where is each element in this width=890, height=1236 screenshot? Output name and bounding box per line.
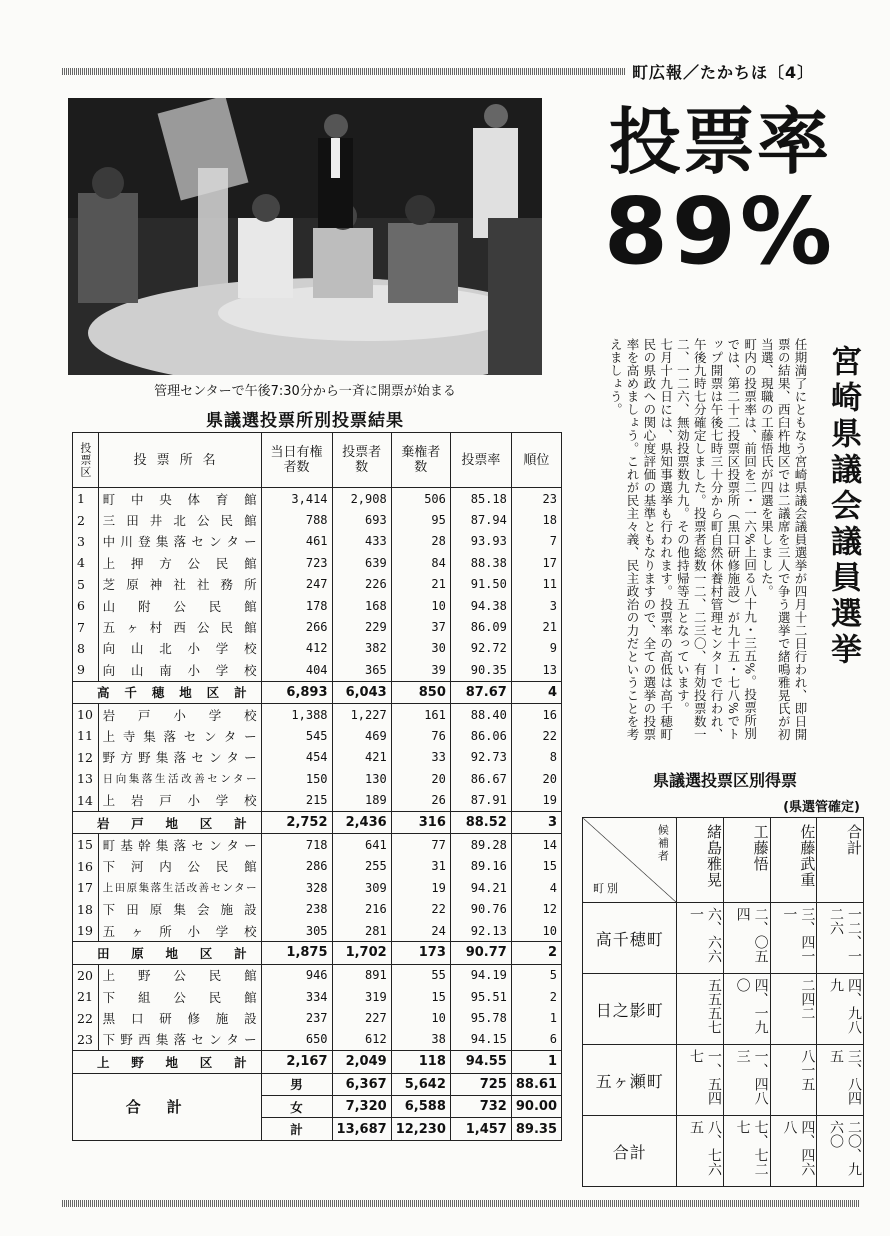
cell-votes: 365 (332, 659, 391, 681)
candidate-header: 緒島雅晃 (677, 818, 724, 903)
vote-value: 一、四八三 (724, 1045, 771, 1116)
cell-voters: 404 (261, 659, 332, 681)
photo-illustration (68, 98, 542, 375)
table-row (73, 856, 562, 877)
headline (585, 100, 855, 285)
cell-voters: 454 (261, 747, 332, 768)
cell-abstain: 10 (391, 595, 450, 616)
total-sex: 計 (261, 1118, 332, 1140)
area-name: 五ヶ瀬町 (583, 1045, 677, 1116)
cell-abstain: 15 (391, 986, 450, 1007)
subtotal-abstain: 850 (391, 681, 450, 703)
cell-voters: 650 (261, 1029, 332, 1051)
cell-no: 4 (73, 552, 99, 573)
cell-abstain: 506 (391, 488, 450, 510)
cell-rate: 88.40 (450, 703, 511, 725)
subtotal-row (73, 811, 562, 833)
vote-value: 八一五 (770, 1045, 817, 1116)
cell-abstain: 33 (391, 747, 450, 768)
cell-voters: 328 (261, 877, 332, 898)
col-header-voters: 当日有権者数 (261, 433, 332, 488)
subtotal-rate: 90.77 (450, 942, 511, 964)
table-row (73, 659, 562, 681)
cell-rank: 9 (511, 638, 561, 659)
cell-votes: 693 (332, 509, 391, 530)
vote-value: 二四二 (770, 974, 817, 1045)
cell-votes: 891 (332, 964, 391, 986)
total-voters: 13,687 (332, 1118, 391, 1140)
cell-rank: 3 (511, 595, 561, 616)
cell-name: 三田井北公民館 (98, 509, 261, 530)
table-row (73, 789, 562, 811)
col-header-name: 投票所名 (98, 433, 261, 488)
cell-no: 20 (73, 964, 99, 986)
cell-rate: 87.91 (450, 789, 511, 811)
subtotal-votes: 6,043 (332, 681, 391, 703)
cell-name: 上野公民館 (98, 964, 261, 986)
subtotal-row (73, 942, 562, 964)
cell-name: 上寺集落センター (98, 725, 261, 746)
subtotal-votes: 1,702 (332, 942, 391, 964)
col-header-no: 投票区 (73, 433, 99, 488)
cell-votes: 255 (332, 856, 391, 877)
vote-value: 一、五四七 (677, 1045, 724, 1116)
cell-rank: 22 (511, 725, 561, 746)
cell-rank: 8 (511, 747, 561, 768)
vote-value: 六、六六一 (677, 903, 724, 974)
cell-name: 下田原集会施設 (98, 898, 261, 919)
subtotal-rank: 3 (511, 811, 561, 833)
subtotal-voters: 2,167 (261, 1051, 332, 1073)
cell-voters: 788 (261, 509, 332, 530)
cell-voters: 178 (261, 595, 332, 616)
total-sex: 女 (261, 1095, 332, 1117)
cell-votes: 189 (332, 789, 391, 811)
subtotal-name: 田原地区計 (73, 942, 262, 964)
cell-name: 町基幹集落センター (98, 834, 261, 856)
table-row (73, 552, 562, 573)
article-body (568, 338, 808, 741)
cell-votes: 421 (332, 747, 391, 768)
cell-rank: 5 (511, 964, 561, 986)
table-row (73, 986, 562, 1007)
cell-votes: 319 (332, 986, 391, 1007)
area-name: 合計 (583, 1116, 677, 1187)
cell-no: 12 (73, 747, 99, 768)
cell-no: 21 (73, 986, 99, 1007)
cell-rank: 21 (511, 616, 561, 637)
cell-abstain: 21 (391, 574, 450, 595)
cell-votes: 382 (332, 638, 391, 659)
cell-rate: 94.21 (450, 877, 511, 898)
subtotal-name: 上野地区計 (73, 1051, 262, 1073)
cell-no: 18 (73, 898, 99, 919)
subtotal-votes: 2,436 (332, 811, 391, 833)
photo-caption: 管理センターで午後7:30分から一斉に開票が始まる (154, 384, 456, 399)
subtotal-name: 岩戸地区計 (73, 811, 262, 833)
cell-abstain: 28 (391, 531, 450, 552)
total-voters: 7,320 (332, 1095, 391, 1117)
bottom-rule (62, 1200, 860, 1207)
cell-votes: 469 (332, 725, 391, 746)
vote-value: 四、九八九 (817, 974, 864, 1045)
total-sex: 男 (261, 1073, 332, 1095)
table-row (73, 509, 562, 530)
subtotal-name: 高千穂地区計 (73, 681, 262, 703)
cell-votes: 216 (332, 898, 391, 919)
table-row (73, 964, 562, 986)
cell-name: 芝原神社社務所 (98, 574, 261, 595)
cell-voters: 412 (261, 638, 332, 659)
total-voters: 6,367 (332, 1073, 391, 1095)
cell-abstain: 37 (391, 616, 450, 637)
cell-rank: 2 (511, 986, 561, 1007)
cell-votes: 309 (332, 877, 391, 898)
cell-abstain: 20 (391, 768, 450, 789)
cell-abstain: 26 (391, 789, 450, 811)
table2-note: (県選管確定) (783, 800, 860, 815)
cell-rate: 92.13 (450, 920, 511, 942)
cell-voters: 545 (261, 725, 332, 746)
top-rule (62, 68, 625, 75)
table-row (73, 834, 562, 856)
subtotal-abstain: 173 (391, 942, 450, 964)
table2-body (583, 818, 864, 1187)
table2-row (583, 903, 864, 974)
table-row (73, 768, 562, 789)
cell-no: 17 (73, 877, 99, 898)
table2-row (583, 1116, 864, 1187)
vote-value: 五五五七 (677, 974, 724, 1045)
cell-name: 五ヶ村西公民館 (98, 616, 261, 637)
cell-voters: 723 (261, 552, 332, 573)
cell-rate: 93.93 (450, 531, 511, 552)
table-row (73, 638, 562, 659)
cell-rate: 95.78 (450, 1007, 511, 1028)
cell-votes: 433 (332, 531, 391, 552)
cell-no: 3 (73, 531, 99, 552)
cell-votes: 641 (332, 834, 391, 856)
cell-name: 向山北小学校 (98, 638, 261, 659)
cell-voters: 286 (261, 856, 332, 877)
cell-voters: 150 (261, 768, 332, 789)
cell-name: 上押方公民館 (98, 552, 261, 573)
cell-abstain: 10 (391, 1007, 450, 1028)
cell-no: 6 (73, 595, 99, 616)
cell-rate: 94.15 (450, 1029, 511, 1051)
area-name: 高千穂町 (583, 903, 677, 974)
subtotal-voters: 2,752 (261, 811, 332, 833)
table2-header-row (583, 818, 864, 903)
cell-voters: 238 (261, 898, 332, 919)
cell-no: 8 (73, 638, 99, 659)
table-row (73, 725, 562, 746)
table2-row (583, 974, 864, 1045)
cell-rank: 20 (511, 768, 561, 789)
cell-rate: 89.28 (450, 834, 511, 856)
col-header-rate: 投票率 (450, 433, 511, 488)
ballot-counting-photo (68, 98, 542, 375)
table-row (73, 920, 562, 942)
table-row (73, 595, 562, 616)
cell-abstain: 39 (391, 659, 450, 681)
cell-name: 上田原集落生活改善センター (98, 877, 261, 898)
cell-rate: 85.18 (450, 488, 511, 510)
cell-no: 10 (73, 703, 99, 725)
area-name: 日之影町 (583, 974, 677, 1045)
article-paragraph: 七月十九日には、県知事選挙も行われます。投票率の高低は高千穂町民の県政への関心度評価の基準ともなりますので、全ての選挙の投票率を高めましょう。これが民主々義、民主政治の力だということを考えましょう。 (608, 338, 674, 741)
cell-voters: 334 (261, 986, 332, 1007)
vote-value: 四、一九〇 (724, 974, 771, 1045)
cell-voters: 461 (261, 531, 332, 552)
table-row (73, 877, 562, 898)
cell-no: 15 (73, 834, 99, 856)
cell-name: 上岩戸小学校 (98, 789, 261, 811)
total-votes: 6,588 (391, 1095, 450, 1117)
cell-abstain: 55 (391, 964, 450, 986)
cell-rate: 95.51 (450, 986, 511, 1007)
candidate-votes-table (582, 817, 864, 1187)
cell-voters: 1,388 (261, 703, 332, 725)
subtotal-row (73, 681, 562, 703)
vote-value: 三、八四五 (817, 1045, 864, 1116)
table-row (73, 616, 562, 637)
cell-rate: 89.16 (450, 856, 511, 877)
candidate-header: 佐藤武重 (770, 818, 817, 903)
cell-rank: 4 (511, 877, 561, 898)
cell-no: 22 (73, 1007, 99, 1028)
cell-voters: 3,414 (261, 488, 332, 510)
cell-votes: 130 (332, 768, 391, 789)
polling-results-table (72, 432, 562, 1141)
cell-rate: 92.72 (450, 638, 511, 659)
table-row (73, 747, 562, 768)
total-abstain: 725 (450, 1073, 511, 1095)
cell-name: 中川登集落センター (98, 531, 261, 552)
cell-voters: 266 (261, 616, 332, 637)
cell-rank: 11 (511, 574, 561, 595)
cell-rank: 6 (511, 1029, 561, 1051)
cell-name: 下組公民館 (98, 986, 261, 1007)
cell-abstain: 19 (391, 877, 450, 898)
cell-votes: 229 (332, 616, 391, 637)
corner-area-label: 町別 (593, 882, 621, 895)
vote-value: 八、七六五 (677, 1116, 724, 1187)
headline-line2: 89% (603, 178, 837, 285)
total-votes: 5,642 (391, 1073, 450, 1095)
cell-votes: 168 (332, 595, 391, 616)
subtotal-rate: 87.67 (450, 681, 511, 703)
table2-title: 県議選投票区別得票 (652, 771, 797, 790)
cell-abstain: 38 (391, 1029, 450, 1051)
col-header-abstain: 棄権者数 (391, 433, 450, 488)
article-title: 宮崎県議会議員選挙 (825, 345, 861, 669)
cell-voters: 946 (261, 964, 332, 986)
cell-rate: 86.06 (450, 725, 511, 746)
cell-name: 野方野集落センター (98, 747, 261, 768)
subtotal-rank: 2 (511, 942, 561, 964)
candidate-header: 合計 (817, 818, 864, 903)
total-abstain: 732 (450, 1095, 511, 1117)
subtotal-rank: 4 (511, 681, 561, 703)
table-row (73, 703, 562, 725)
cell-rate: 94.19 (450, 964, 511, 986)
total-row (73, 1073, 562, 1095)
cell-name: 山附公民館 (98, 595, 261, 616)
table-row (73, 574, 562, 595)
total-votes: 12,230 (391, 1118, 450, 1140)
cell-rate: 87.94 (450, 509, 511, 530)
vote-value: 四、四六八 (770, 1116, 817, 1187)
cell-name: 向山南小学校 (98, 659, 261, 681)
cell-votes: 2,908 (332, 488, 391, 510)
table-row (73, 488, 562, 510)
cell-rank: 14 (511, 834, 561, 856)
subtotal-rank: 1 (511, 1051, 561, 1073)
cell-no: 13 (73, 768, 99, 789)
cell-no: 19 (73, 920, 99, 942)
header-corner (583, 818, 677, 903)
subtotal-abstain: 316 (391, 811, 450, 833)
cell-voters: 247 (261, 574, 332, 595)
table2-row (583, 1045, 864, 1116)
cell-rank: 19 (511, 789, 561, 811)
cell-votes: 612 (332, 1029, 391, 1051)
subtotal-rate: 94.55 (450, 1051, 511, 1073)
cell-no: 1 (73, 488, 99, 510)
cell-votes: 1,227 (332, 703, 391, 725)
cell-no: 16 (73, 856, 99, 877)
cell-name: 五ヶ所小学校 (98, 920, 261, 942)
cell-abstain: 22 (391, 898, 450, 919)
cell-voters: 305 (261, 920, 332, 942)
total-rate: 90.00 (511, 1095, 561, 1117)
total-rate: 89.35 (511, 1118, 561, 1140)
cell-votes: 639 (332, 552, 391, 573)
table-row (73, 531, 562, 552)
candidate-header: 工藤悟 (724, 818, 771, 903)
cell-abstain: 84 (391, 552, 450, 573)
page-header: 町広報／たかちほ〔4〕 (632, 63, 815, 82)
subtotal-votes: 2,049 (332, 1051, 391, 1073)
cell-no: 9 (73, 659, 99, 681)
cell-rank: 7 (511, 531, 561, 552)
cell-name: 下野西集落センター (98, 1029, 261, 1051)
cell-name: 下河内公民館 (98, 856, 261, 877)
vote-value: 二〇、九六〇 (817, 1116, 864, 1187)
cell-abstain: 95 (391, 509, 450, 530)
cell-rank: 1 (511, 1007, 561, 1028)
cell-no: 14 (73, 789, 99, 811)
cell-rank: 13 (511, 659, 561, 681)
cell-rate: 90.76 (450, 898, 511, 919)
subtotal-row (73, 1051, 562, 1073)
headline-line1: 投票率 (608, 100, 831, 184)
table1-body (73, 488, 562, 1141)
table1-title: 県議選投票所別投票結果 (206, 411, 404, 431)
cell-voters: 718 (261, 834, 332, 856)
vote-value: 三、四一一 (770, 903, 817, 974)
cell-votes: 281 (332, 920, 391, 942)
cell-name: 岩戸小学校 (98, 703, 261, 725)
table-row (73, 1029, 562, 1051)
table-row (73, 1007, 562, 1028)
cell-voters: 215 (261, 789, 332, 811)
corner-candidate-label: 候補者 (656, 824, 670, 863)
cell-name: 日向集落生活改善センター (98, 768, 261, 789)
cell-voters: 237 (261, 1007, 332, 1028)
cell-rank: 12 (511, 898, 561, 919)
article-paragraph: 任期満了にともなう宮崎県議会議員選挙が四月十二日行われ、即日開票の結果、西臼杵地区では二議席を三人で争う選挙で緒鳴雅晃氏が初当選、現職の工藤悟氏が四選を果しました。 (759, 338, 808, 741)
col-header-rank: 順位 (511, 433, 561, 488)
vote-value: 一二、一二六 (817, 903, 864, 974)
cell-rate: 90.35 (450, 659, 511, 681)
cell-votes: 226 (332, 574, 391, 595)
cell-no: 2 (73, 509, 99, 530)
cell-rank: 17 (511, 552, 561, 573)
cell-votes: 227 (332, 1007, 391, 1028)
cell-rate: 94.38 (450, 595, 511, 616)
cell-abstain: 161 (391, 703, 450, 725)
cell-rank: 15 (511, 856, 561, 877)
article-paragraph: 町内の投票率は、前回を二・一六%上回る八十九・三五%。投票所別では、第二十二投票区投票所（黒口研修施設）が九十五・七八%でトップ開票は午後七時三十分から町自然休養村管理センターで行われ、午後九時七分確定しました。投票者総数一二、二三〇、有効投票数一二、一二六、無効投票数九九。その他持帰等五となっています。 (675, 338, 758, 741)
cell-abstain: 24 (391, 920, 450, 942)
total-rate: 88.61 (511, 1073, 561, 1095)
subtotal-abstain: 118 (391, 1051, 450, 1073)
col-header-votes: 投票者数 (332, 433, 391, 488)
cell-rate: 92.73 (450, 747, 511, 768)
subtotal-voters: 1,875 (261, 942, 332, 964)
cell-name: 町中央体育館 (98, 488, 261, 510)
vote-value: 七、七二七 (724, 1116, 771, 1187)
cell-name: 黒口研修施設 (98, 1007, 261, 1028)
subtotal-rate: 88.52 (450, 811, 511, 833)
cell-abstain: 31 (391, 856, 450, 877)
cell-rank: 10 (511, 920, 561, 942)
cell-no: 5 (73, 574, 99, 595)
cell-rank: 16 (511, 703, 561, 725)
cell-rank: 23 (511, 488, 561, 510)
cell-no: 7 (73, 616, 99, 637)
cell-rate: 86.09 (450, 616, 511, 637)
table-row (73, 898, 562, 919)
cell-abstain: 30 (391, 638, 450, 659)
cell-abstain: 77 (391, 834, 450, 856)
cell-rate: 86.67 (450, 768, 511, 789)
subtotal-voters: 6,893 (261, 681, 332, 703)
total-label: 合計 (73, 1073, 262, 1140)
cell-rate: 91.50 (450, 574, 511, 595)
cell-rate: 88.38 (450, 552, 511, 573)
total-abstain: 1,457 (450, 1118, 511, 1140)
vote-value: 二、〇五四 (724, 903, 771, 974)
cell-abstain: 76 (391, 725, 450, 746)
cell-rank: 18 (511, 509, 561, 530)
cell-no: 11 (73, 725, 99, 746)
cell-no: 23 (73, 1029, 99, 1051)
